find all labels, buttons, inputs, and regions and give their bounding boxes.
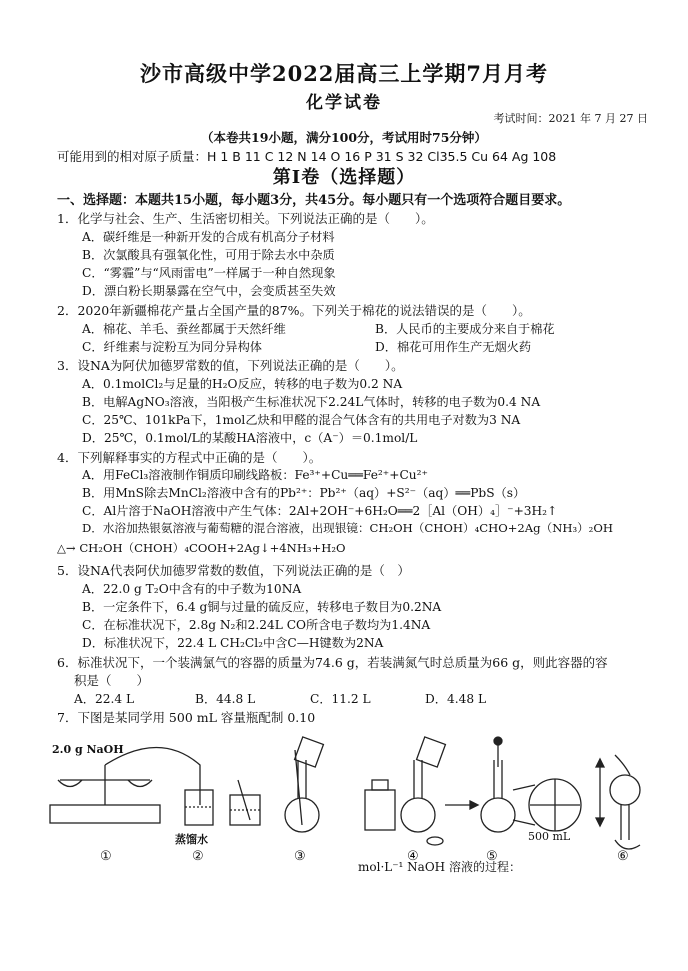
step-1-label: ① (100, 849, 112, 864)
q3-option-b: B．电解AgNO₃溶液，当阳极产生标准状况下2.24L气体时，转移的电子数为0.4 NA (82, 395, 541, 409)
q2-option-d: D．棉花可用作生产无烟火药 (375, 340, 532, 354)
question-2-stem: 2．2020年新疆棉花产量占全国产量的87%。下列关于棉花的说法错误的是（ ）。 (57, 303, 531, 318)
q3-option-d: D．25℃，0.1mol/L的某酸HA溶液中，c（A⁻）＝0.1mol/L (82, 431, 418, 445)
water-label: 蒸馏水 (175, 833, 208, 846)
question-6-stem-cont: 积是（ ） (74, 673, 150, 688)
section-title: 一、选择题：本题共15小题，每小题3分，共45分。每小题只有一个选项符合题目要求。 (57, 193, 571, 208)
step-2-label: ② (192, 849, 204, 864)
question-4-stem: 4．下列解释事实的方程式中正确的是（ ）。 (57, 450, 322, 465)
q6-option-b: B．44.8 L (195, 692, 256, 706)
step-5-label: ⑤ (486, 849, 498, 864)
flask-volume-label: 500 mL (528, 830, 571, 843)
q1-option-d: D．漂白粉长期暴露在空气中，会变质甚至失效 (82, 284, 336, 298)
q1-option-c: C．“雾霾”与“风雨雷电”一样属于一种自然现象 (82, 266, 336, 280)
q6-option-d: D．4.48 L (425, 692, 487, 706)
q6-option-c: C．11.2 L (310, 692, 371, 706)
question-6-stem: 6．标准状况下，一个装满氯气的容器的质量为74.6 g，若装满氮气时总质量为66 g，则此容器的容 (57, 655, 608, 670)
q3-option-c: C．25℃、101kPa下，1mol乙炔和甲醛的混合气体含有的共用电子对数为3 NA (82, 413, 521, 427)
q2-option-a: A．棉花、羊毛、蚕丝都属于天然纤维 (82, 322, 286, 336)
step-3-label: ③ (294, 849, 306, 864)
question-5-stem: 5．设NA代表阿伏加德罗常数的数值，下列说法正确的是（ ） (57, 563, 410, 578)
volume-title: 第Ⅰ卷（选择题） (272, 167, 416, 188)
balance-base (50, 805, 160, 823)
q1-option-a: A．碳纤维是一种新开发的合成有机高分子材料 (82, 230, 335, 244)
q4-option-c: C．Al片溶于NaOH溶液中产生气体：2Al+2OH⁻+6H₂O══2［Al（OH）₄］⁻+3H₂↑ (82, 504, 558, 518)
q5-option-d: D．标准状况下，22.4 L CH₂Cl₂中含C—H键数为2NA (82, 636, 384, 650)
q6-option-a: A．22.4 L (74, 692, 135, 706)
question-3-stem: 3．设NA为阿伏加德罗常数的值，下列说法正确的是（ ）。 (57, 358, 404, 373)
q5-option-c: C．在标准状况下，2.8g N₂和2.24L CO所含电子数均为1.4NA (82, 618, 431, 632)
exam-date: 考试时间：2021 年 7 月 27 日 (493, 112, 648, 125)
exam-note: （本卷共19小题，满分100分，考试用时75分钟） (201, 130, 487, 145)
q1-option-b: B．次氯酸具有强氧化性，可用于除去水中杂质 (82, 248, 335, 262)
q4-option-d-cont: △→ CH₂OH（CHOH）₄COOH+2Ag↓+4NH₃+H₂O (57, 541, 346, 555)
q5-option-b: B．一定条件下，6.4 g铜与过量的硫反应，转移电子数目为0.2NA (82, 600, 442, 614)
question-1-stem: 1．化学与社会、生产、生活密切相关。下列说法正确的是（ ）。 (57, 211, 434, 226)
q4-option-d: D．水浴加热银氨溶液与葡萄糖的混合溶液，出现银镜：CH₂OH（CHOH）₄CHO+2Ag（NH₃）₂OH (82, 521, 613, 535)
q5-option-a: A．22.0 g T₂O中含有的中子数为10NA (82, 582, 302, 596)
q4-option-b: B．用MnS除去MnCl₂溶液中含有的Pb²⁺：Pb²⁺（aq）+S²⁻（aq）══PbS（s） (82, 486, 526, 500)
question-7-stem-tail: mol·L⁻¹ NaOH 溶液的过程： (358, 860, 521, 874)
q3-option-a: A．0.1molCl₂与足量的H₂O反应，转移的电子数为0.2 NA (82, 377, 403, 391)
question-7-stem: 7．下图是某同学用 500 mL 容量瓶配制 0.10 (57, 710, 316, 725)
step-6-label: ⑥ (617, 849, 629, 864)
step-4-label: ④ (407, 849, 419, 864)
naoh-mass-label: 2.0 g NaOH (52, 743, 124, 756)
q2-option-c: C．纤维素与淀粉互为同分异构体 (82, 340, 262, 354)
exam-title: 沙市高级中学2022届高三上学期7月月考 (139, 61, 549, 86)
subject-title: 化学试卷 (306, 93, 382, 113)
q2-option-b: B．人民币的主要成分来自于棉花 (375, 322, 555, 336)
atomic-masses: 可能用到的相对原子质量：H 1 B 11 C 12 N 14 O 16 P 31 S 32 Cl35.5 Cu 64 Ag 108 (57, 149, 557, 164)
q4-option-a: A．用FeCl₃溶液制作铜质印刷线路板：Fe³⁺+Cu══Fe²⁺+Cu²⁺ (82, 468, 428, 482)
